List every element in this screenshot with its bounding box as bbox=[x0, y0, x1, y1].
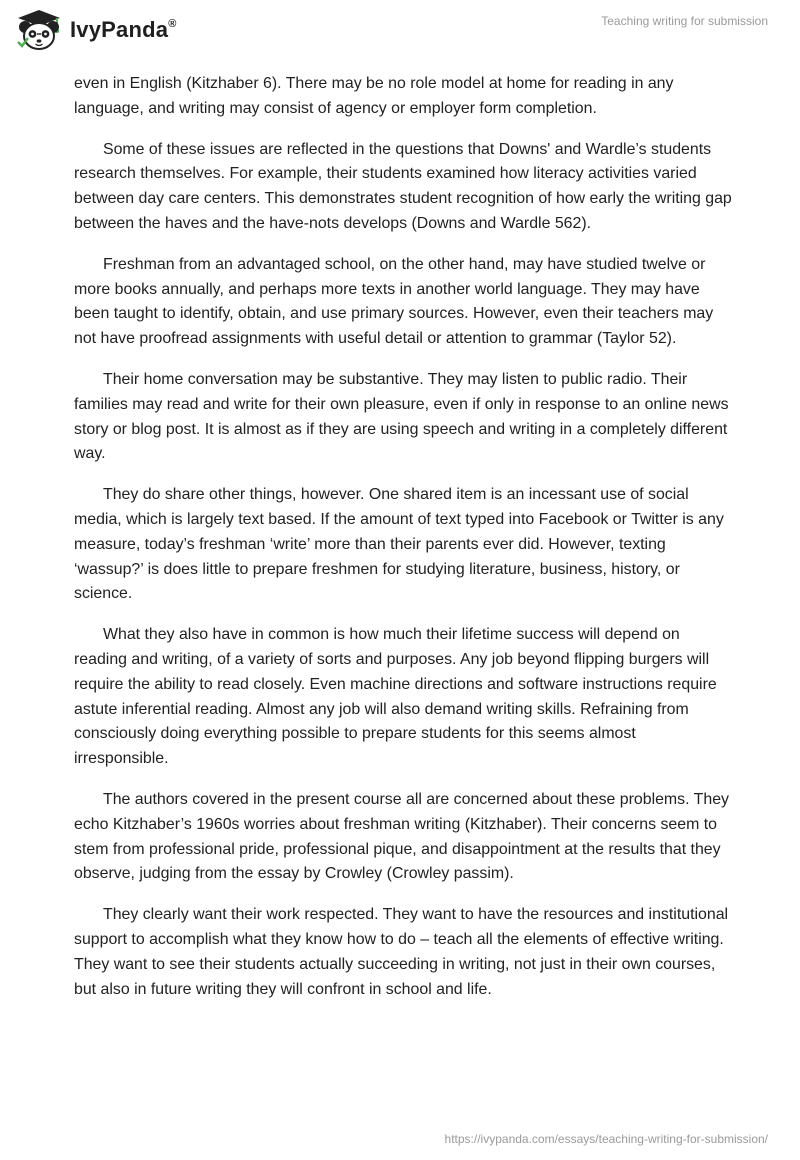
panda-graduate-icon bbox=[14, 8, 64, 52]
paragraph: Some of these issues are reflected in the questions that Downs' and Wardle’s students research themselves. For example, their students examined how literacy activities varied between day care centers. This demonstrates student recognition of how early the writing gap between the haves and the have-nots develops (Downs and Wardle 562). bbox=[74, 140, 732, 232]
ivypanda-logo[interactable] bbox=[14, 8, 177, 52]
paragraph: even in English (Kitzhaber 6). There may be no role model at home for reading in any language, and writing may consist of agency or employer form completion. bbox=[74, 75, 674, 117]
paragraph: Their home conversation may be substantive. They may listen to public radio. Their families may read and write for their own pleasure, even if only in response to an online news story or blog post. It is almost as if they are using speech and writing in a completely different way. bbox=[74, 370, 729, 463]
paragraph: Freshman from an advantaged school, on the other hand, may have studied twelve or more books annually, and perhaps more texts in another world language. They may have been taught to identify, obtain, and use primary sources. However, even their teachers may not have proofread assignments with useful detail or attention to grammar (Taylor 52). bbox=[74, 255, 714, 348]
paragraph: What they also have in common is how much their lifetime success will depend on reading and writing, of a variety of sorts and purposes. Any job beyond flipping burgers will require the ability to read closely. Even machine directions and software instructions require astute inferential reading. Almost any job will also demand writing skills. Refraining from consciously doing everything possible to prepare students for this seems almost irresponsible. bbox=[74, 626, 717, 768]
paragraph: The authors covered in the present course all are concerned about these problems. They echo Kitzhaber’s 1960s worries about freshman writing (Kitzhaber). Their concerns seem to stem from professional pride, professional pique, and disappointment at the results that they observe, judging from the essay by Crowley (Crowley passim). bbox=[74, 790, 729, 883]
source-url[interactable]: https://ivypanda.com/essays/teaching-writing-for-submission/ bbox=[444, 1132, 768, 1146]
essay-body bbox=[74, 72, 734, 1018]
page-header bbox=[0, 0, 800, 62]
paragraph: They clearly want their work respected. They want to have the resources and institutional support to accomplish what they know how to do – teach all the elements of effective writing. They want to see their students actually succeeding in writing, not just in their own courses, but also in future writing they will confront in school and life. bbox=[74, 906, 729, 998]
paragraph: They do share other things, however. One shared item is an incessant use of social media, which is largely text based. If the amount of text typed into Facebook or Twitter is any measure, today’s freshman ‘write’ more than their parents ever did. However, texting ‘wassup?’ is does little to prepare freshmen for studying literature, business, history, or science. bbox=[74, 486, 724, 603]
brand-text: IvyPanda bbox=[70, 17, 169, 42]
document-title: Teaching writing for submission bbox=[601, 14, 768, 28]
registered-mark: ® bbox=[168, 17, 177, 30]
brand-name bbox=[70, 17, 177, 43]
